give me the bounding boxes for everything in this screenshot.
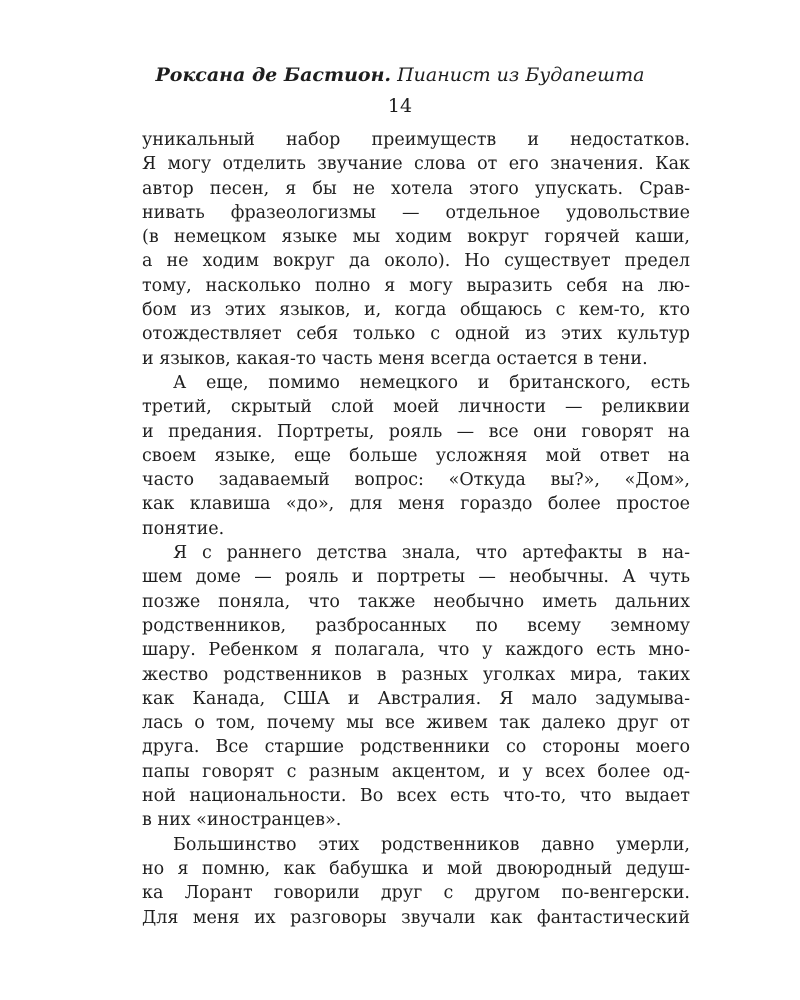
text-line: шем доме — рояль и портреты — необычны. А чуть [142, 567, 690, 588]
text-line: как Канада, США и Австралия. Я мало задумыва- [142, 688, 690, 709]
text-line: тому, насколько полно я могу выразить себя на лю- [142, 275, 690, 296]
text-line: своем языке, еще больше усложняя мой ответ на [142, 445, 690, 466]
text-line: друга. Все старшие родственники со стороны моего [142, 737, 690, 758]
text-line: в них «иностранцев». [142, 810, 342, 831]
text-line: ной национальности. Во всех есть что-то, что выдает [142, 786, 690, 807]
text-line: Я с раннего детства знала, что артефакты в на- [173, 543, 690, 564]
text-line: уникальный набор преимуществ и недостатков. [142, 130, 690, 150]
text-line: папы говорят с разным акцентом, и у всех более од- [142, 761, 690, 782]
text-line: но я помню, как бабушка и мой двоюродный дедуш- [142, 858, 690, 879]
text-line: нивать фразеологизмы — отдельное удовольствие [142, 202, 690, 223]
text-line: третий, скрытый слой моей личности — реликвии [142, 397, 690, 418]
text-line: часто задаваемый вопрос: «Откуда вы?», «Дом», [142, 470, 690, 491]
page-number: 14 [387, 95, 413, 117]
text-line: А еще, помимо немецкого и британского, есть [173, 372, 690, 393]
text-line: Большинство этих родственников давно умерли, [173, 834, 690, 855]
text-line: Я могу отделить звучание слова от его значения. Как [142, 154, 690, 175]
text-line: и предания. Портреты, рояль — все они говорят на [142, 421, 690, 442]
text-line: понятие. [142, 518, 225, 539]
text-line: бом из этих языков, и, когда общаюсь с кем-то, кто [142, 300, 690, 321]
text-line: Для меня их разговоры звучали как фантастический [142, 907, 690, 928]
text-line: (в немецком языке мы ходим вокруг горячей каши, [142, 227, 690, 248]
text-line: как клавиша «до», для меня гораздо более простое [142, 494, 690, 515]
text-line: а не ходим вокруг да около). Но существует предел [142, 251, 690, 272]
text-line: отождествляет себя только с одной из этих культур [142, 324, 690, 345]
body-text [142, 128, 690, 930]
text-line: родственников, разбросанных по всему земному [142, 615, 690, 636]
text-line: позже поняла, что также необычно иметь дальних [142, 591, 690, 612]
author-name: Роксана де Бастион. [155, 64, 392, 86]
text-line: и языков, какая-то часть меня всегда остается в тени. [142, 348, 648, 369]
text-line: автор песен, я бы не хотела этого упускать. Срав- [142, 178, 690, 199]
text-line: жество родственников в разных уголках мира, таких [142, 664, 690, 685]
running-head [0, 62, 800, 88]
text-line: шару. Ребенком я полагала, что у каждого есть мно- [142, 640, 690, 661]
text-line: ка Лорант говорили друг с другом по-венгерски. [142, 883, 690, 904]
text-line: лась о том, почему мы все живем так далеко друг от [142, 713, 690, 734]
book-title: Пианист из Будапешта [397, 64, 645, 86]
